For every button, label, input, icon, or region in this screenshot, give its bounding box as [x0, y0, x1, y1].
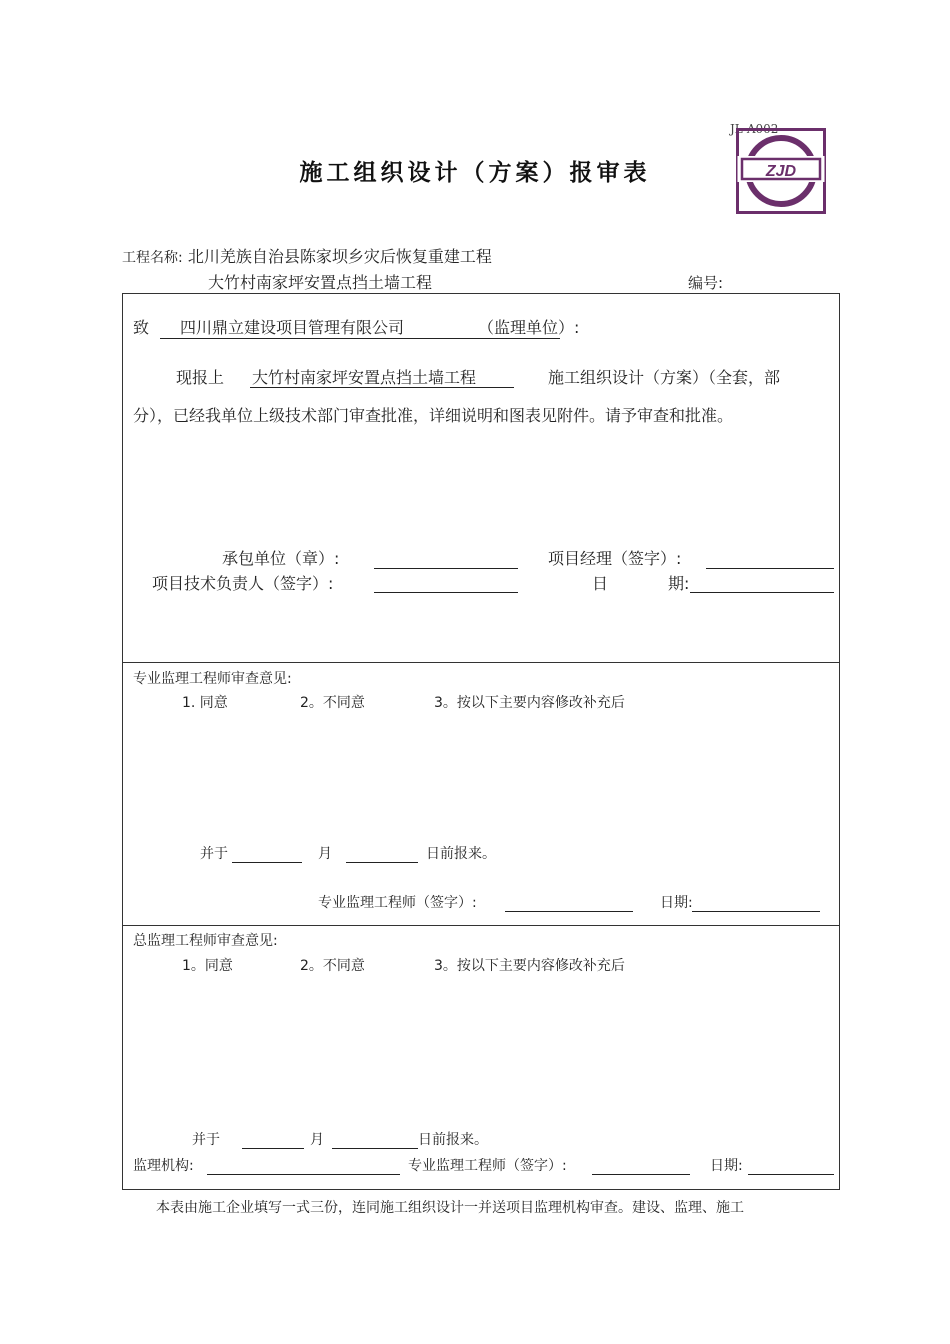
tech-lead-signature-line[interactable]	[374, 592, 518, 593]
section2-engineer-label: 专业监理工程师（签字）:	[318, 895, 477, 911]
section3-option-agree[interactable]: 1。同意	[182, 958, 233, 974]
report-prefix: 现报上	[176, 368, 225, 387]
to-suffix: （监理单位）:	[478, 318, 580, 337]
section2-month: 月	[318, 846, 332, 862]
project-label-row	[122, 244, 492, 267]
section3-org-line[interactable]	[207, 1174, 400, 1175]
section3-month-line[interactable]	[242, 1148, 304, 1149]
section3-deadline-prefix: 并于	[192, 1132, 220, 1148]
section2-month-line[interactable]	[232, 862, 302, 863]
pm-label: 项目经理（签字）:	[548, 549, 682, 568]
page-title: 施工组织设计（方案）报审表	[299, 159, 651, 186]
section-divider-1	[122, 662, 840, 663]
form-table	[122, 293, 840, 1190]
section2-heading: 专业监理工程师审查意见:	[133, 671, 292, 687]
contractor-label: 承包单位（章）:	[222, 549, 340, 568]
section3-engineer-label: 专业监理工程师（签字）:	[408, 1158, 567, 1174]
section2-option-disagree[interactable]: 2。不同意	[300, 695, 365, 711]
section3-option-disagree[interactable]: 2。不同意	[300, 958, 365, 974]
section3-deadline-suffix: 日前报来。	[418, 1132, 488, 1148]
footer-note: 本表由施工企业填写一式三份，连同施工组织设计一并送项目监理机构审查。建设、监理、施工	[156, 1200, 744, 1216]
section2-deadline-prefix: 并于	[200, 846, 228, 862]
report-text2: 分），已经我单位上级技术部门审查批准，详细说明和图表见附件。请予审查和批准。	[133, 406, 734, 425]
contractor-signature-line[interactable]	[374, 568, 518, 569]
section3-day-line[interactable]	[332, 1148, 418, 1149]
section3-month: 月	[310, 1132, 324, 1148]
section2-day-line[interactable]	[346, 862, 418, 863]
company-logo-icon	[736, 128, 826, 214]
date-char1: 日	[592, 574, 609, 593]
report-project: 大竹村南家坪安置点挡土墙工程	[252, 368, 477, 387]
to-unit: 四川鼎立建设项目管理有限公司	[180, 318, 405, 337]
section3-org-label: 监理机构:	[133, 1158, 194, 1174]
report-text1: 施工组织设计（方案）（全套，部	[548, 368, 781, 387]
pm-signature-line[interactable]	[706, 568, 834, 569]
section-divider-2	[122, 925, 840, 926]
project-name-line1: 北川羌族自治县陈家坝乡灾后恢复重建工程	[187, 247, 492, 266]
report-project-underline	[250, 387, 514, 388]
section3-engineer-signature-line[interactable]	[592, 1174, 690, 1175]
section2-engineer-signature-line[interactable]	[505, 911, 633, 912]
project-name-line2: 大竹村南家坪安置点挡土墙工程	[208, 273, 433, 292]
section3-date-label: 日期:	[710, 1158, 743, 1174]
section1-date-line[interactable]	[690, 592, 834, 593]
project-label: 工程名称:	[122, 250, 183, 266]
section3-heading: 总监理工程师审查意见:	[133, 933, 278, 949]
section2-deadline-suffix: 日前报来。	[426, 846, 496, 862]
logo-text: ZJD	[765, 163, 797, 180]
section2-option-agree[interactable]: 1. 同意	[182, 695, 228, 711]
section3-date-line[interactable]	[748, 1174, 834, 1175]
section2-option-revise[interactable]: 3。按以下主要内容修改补充后	[434, 695, 625, 711]
number-label: 编号:	[688, 274, 724, 292]
date-char2: 期:	[668, 574, 690, 593]
to-unit-underline	[160, 338, 560, 339]
tech-lead-label: 项目技术负责人（签字）:	[152, 574, 334, 593]
section3-option-revise[interactable]: 3。按以下主要内容修改补充后	[434, 958, 625, 974]
section2-date-line[interactable]	[692, 911, 820, 912]
form-code: JL-A002	[730, 122, 779, 136]
section2-date-label: 日期:	[660, 895, 693, 911]
to-prefix: 致	[133, 318, 150, 337]
